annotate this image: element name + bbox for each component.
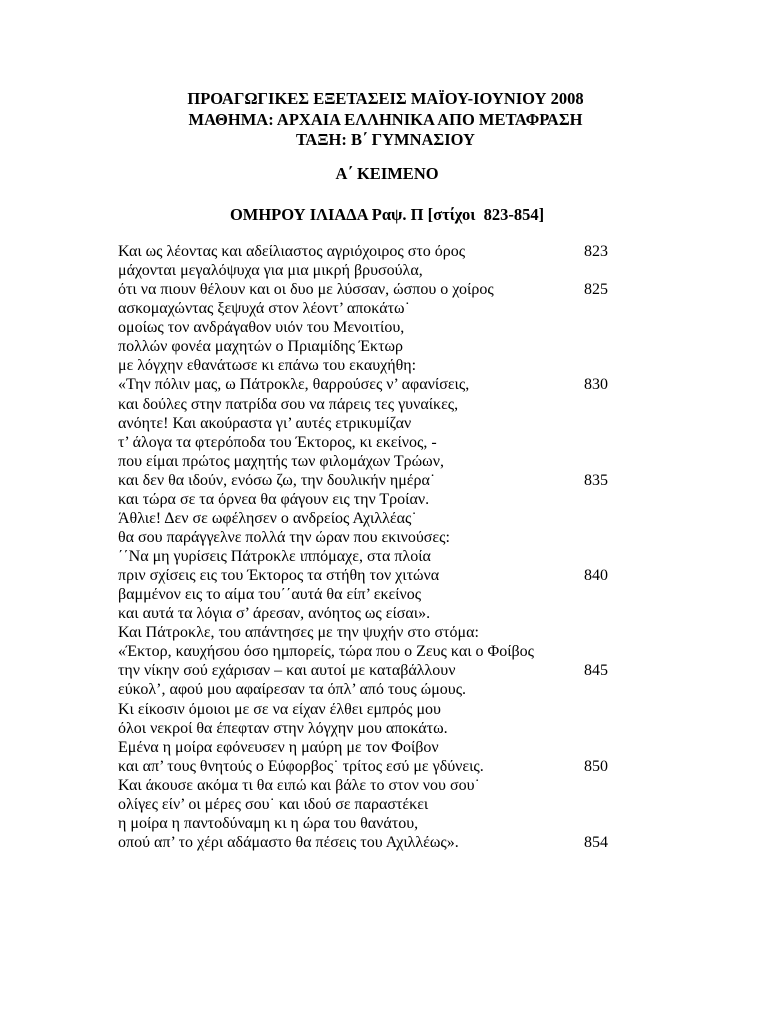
verse-text: ασκομαχώντας ξεψυχά στον λέοντ’ αποκάτω˙: [118, 300, 410, 318]
verse-text: και δούλες στην πατρίδα σου να πάρεις τες γυναίκες,: [118, 395, 459, 413]
verse-number: 830: [584, 376, 608, 394]
verse-number: 845: [584, 662, 608, 680]
verse-text: η μοίρα η παντοδύναμη κι η ώρα του θανάτου,: [118, 814, 419, 832]
verse-text: ΄΄Να μη γυρίσεις Πάτροκλε ιππόμαχε, στα πλοία: [118, 548, 431, 565]
verse-line: [118, 433, 638, 452]
verse-line: [118, 661, 638, 680]
verse-number: 840: [584, 567, 608, 585]
exam-header: [0, 89, 768, 151]
verse-text: Και Πάτροκλε, του απάντησες με την ψυχήν στο στόμα:: [118, 624, 479, 642]
verse-line: [118, 719, 638, 738]
exam-title: ΠΡΟΑΓΩΓΙΚΕΣ ΕΞΕΤΑΣΕΙΣ ΜΑΪΟΥ-ΙΟΥΝΙΟΥ 2008: [187, 89, 584, 108]
section-title: Α΄ ΚΕΙΜΕΝΟ: [335, 164, 439, 183]
verse-text: όλοι νεκροί θα έπεφταν στην λόγχην μου αποκάτω.: [118, 719, 448, 737]
verse-text: ανόητε! Και ακούραστα γι’ αυτές ετρικυμίζαν: [118, 414, 412, 432]
verse-line: [118, 547, 638, 566]
verse-number: 835: [584, 471, 608, 489]
text-source-title: ΟΜΗΡΟΥ ΙΛΙΑΔΑ Ραψ. Π [στίχοι 823-854]: [229, 205, 545, 224]
verse-line: [118, 509, 638, 528]
verse-line: [118, 299, 638, 318]
verse-number: 850: [584, 757, 608, 775]
verse-line: [118, 566, 638, 585]
verse-text: ολίγες είν’ οι μέρες σου˙ και ιδού σε παραστέκει: [118, 795, 429, 813]
verse-number: 854: [584, 833, 608, 851]
verse-text: Και ως λέοντας και αδείλιαστος αγριόχοιρος στο όρος: [118, 243, 466, 260]
poem-verses: [118, 242, 638, 852]
verse-text: που είμαι πρώτος μαχητής των φιλομάχων Τρώων,: [118, 452, 444, 470]
subject-line: ΜΑΘΗΜΑ: ΑΡΧΑΙΑ ΕΛΛΗΝΙΚΑ ΑΠΟ ΜΕΤΑΦΡΑΣΗ: [188, 109, 583, 129]
verse-text: Και άκουσε ακόμα τι θα ειπώ και βάλε το στον νου σου˙: [118, 776, 480, 794]
verse-text: και αυτά τα λόγια σ’ άρεσαν, ανόητος ως είσαι».: [118, 605, 431, 623]
verse-text: πριν σχίσεις εις του Έκτορος τα στήθη τον χιτώνα: [118, 567, 440, 585]
verse-line: [118, 738, 638, 757]
verse-text: και δεν θα ιδούν, ενόσω ζω, την δουλικήν ημέρα˙: [118, 471, 436, 489]
verse-text: τ’ άλογα τα φτερόποδα του Έκτορος, κι εκείνος, -: [118, 433, 437, 451]
verse-line: [118, 318, 638, 337]
verse-line: [118, 490, 638, 509]
verse-line: [118, 604, 638, 623]
verse-line: [118, 337, 638, 356]
verse-number: 823: [584, 243, 608, 260]
verse-line: [118, 528, 638, 547]
verse-text: και τώρα σε τα όρνεα θα φάγουν εις την Τροίαν.: [118, 490, 430, 508]
verse-line: [118, 623, 638, 642]
verse-text: οπού απ’ το χέρι αδάμαστο θα πέσεις του Αχιλλέως».: [118, 833, 459, 851]
verse-text: εύκολ’, αφού μου αφαίρεσαν τα όπλ’ από τους ώμους.: [118, 681, 467, 699]
verse-line: [118, 814, 638, 833]
verse-line: [118, 452, 638, 471]
verse-text: Κι είκοσιν όμοιοι με σε να είχαν έλθει εμπρός μου: [118, 700, 441, 718]
verse-line: [118, 757, 638, 776]
verse-line: [118, 414, 638, 433]
class-line: ΤΑΞΗ: Β΄ ΓΥΜΝΑΣΙΟΥ: [296, 130, 475, 149]
verse-line: [118, 280, 638, 299]
verse-line: [118, 776, 638, 795]
verse-number: 825: [584, 281, 608, 299]
verse-line: [118, 700, 638, 719]
verse-text: «Την πόλιν μας, ω Πάτροκλε, θαρρούσες ν’ αφανίσεις,: [118, 376, 470, 394]
verse-text: Άθλιε! Δεν σε ωφέλησεν ο ανδρείος Αχιλλέας˙: [118, 509, 417, 527]
verse-text: και απ’ τους θνητούς ο Εύφορβος˙ τρίτος εσύ με γδύνεις.: [118, 757, 484, 775]
verse-line: [118, 261, 638, 280]
verse-text: μάχονται μεγαλόψυχα για μια μικρή βρυσούλα,: [118, 262, 423, 280]
verse-text: ομοίως τον ανδράγαθον υιόν του Μενοιτίου,: [118, 319, 405, 337]
verse-line: [118, 795, 638, 814]
verse-line: [118, 680, 638, 699]
verse-line: [118, 242, 638, 261]
verse-line: [118, 375, 638, 394]
verse-line: [118, 356, 638, 375]
verse-line: [118, 585, 638, 604]
verse-text: με λόγχην εθανάτωσε κι επάνω του εκαυχήθη:: [118, 357, 417, 375]
verse-text: πολλών φονέα μαχητών ο Πριαμίδης Έκτωρ: [118, 338, 404, 356]
verse-line: [118, 833, 638, 852]
verse-text: Εμένα η μοίρα εφόνευσεν η μαύρη με τον Φοίβον: [118, 738, 439, 756]
verse-text: θα σου παράγγελνε πολλά την ώραν που εκινούσες:: [118, 528, 450, 546]
verse-text: βαμμένον εις το αίμα του΄΄αυτά θα είπ’ εκείνος: [118, 586, 422, 604]
verse-line: [118, 395, 638, 414]
verse-text: «Έκτορ, καυχήσου όσο ημπορείς, τώρα που ο Ζευς και ο Φοίβος: [118, 643, 534, 661]
verse-text: την νίκην σού εχάρισαν – και αυτοί με καταβάλλουν: [118, 662, 456, 680]
verse-line: [118, 471, 638, 490]
verse-text: ότι να πιουν θέλουν και οι δυο με λύσσαν, ώσπου ο χοίρος: [118, 281, 494, 299]
verse-line: [118, 642, 638, 661]
